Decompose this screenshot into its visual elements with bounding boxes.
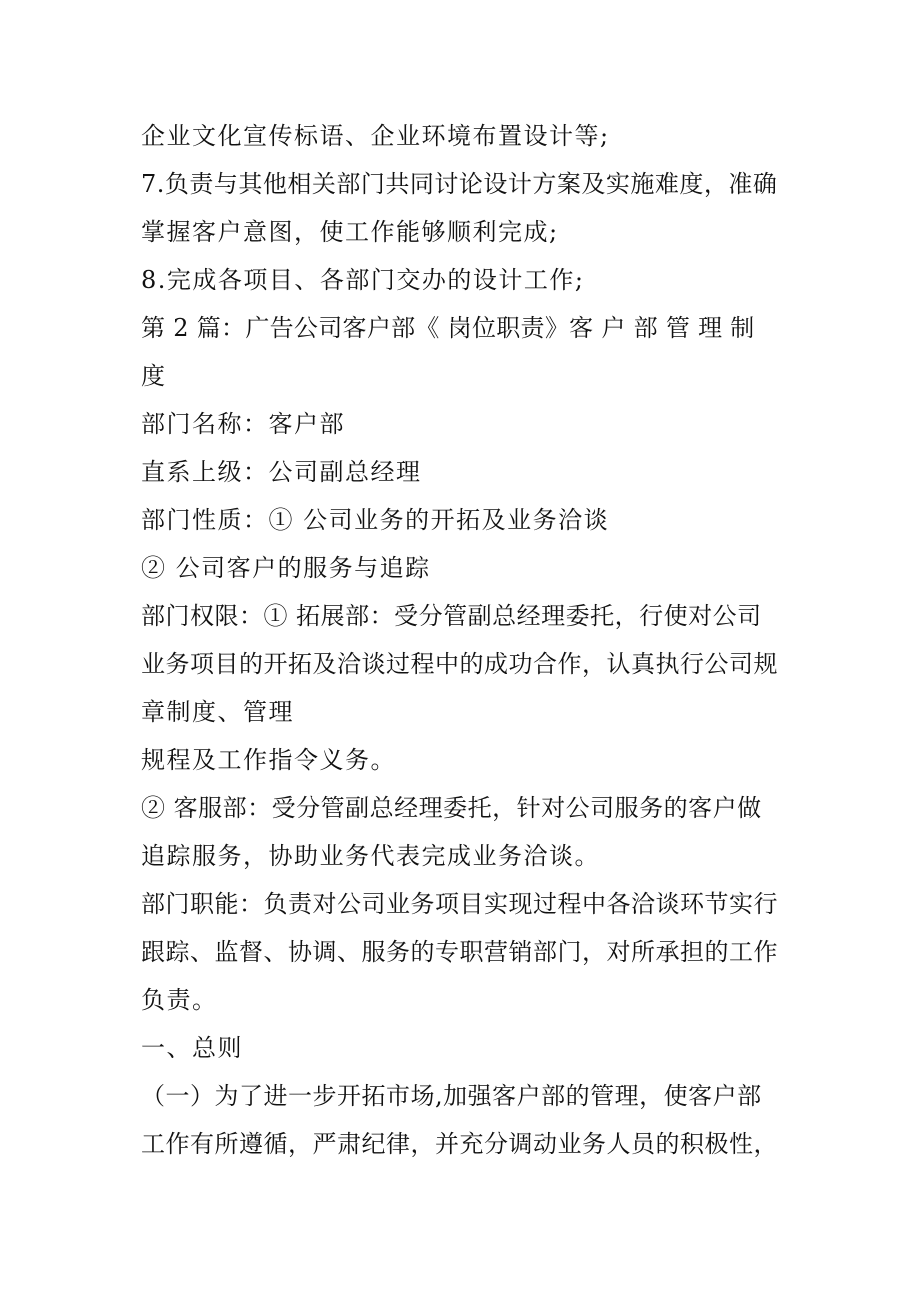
text-line-15: ② 客服部：受分管副总经理委托，针对公司服务的客户做	[141, 794, 762, 822]
section-heading: 第 2 篇：广告公司客户部《 岗位职责》客 户 部 管 理 制	[141, 314, 755, 342]
text-line-19: 负责。	[141, 986, 218, 1014]
text-line-3: 掌握客户意图，使工作能够顺利完成;	[141, 218, 559, 246]
text-line-1: 企业文化宣传标语、企业环境布置设计等;	[141, 122, 610, 150]
text-line-11: 部门权限：① 拓展部：受分管副总经理委托，行使对公司	[141, 602, 762, 630]
text-line-21: （一）为了进一步开拓市场,加强客户部的管理，使客户部	[141, 1082, 762, 1110]
text-line-14: 规程及工作指令义务。	[141, 746, 396, 774]
text-line-18: 跟踪、监督、协调、服务的专职营销部门，对所承担的工作	[141, 938, 778, 966]
document-body	[141, 112, 791, 1168]
text-line-16: 追踪服务，协助业务代表完成业务洽谈。	[141, 842, 600, 870]
text-line-2: 7.负责与其他相关部门共同讨论设计方案及实施难度，准确	[141, 170, 778, 198]
text-line-12: 业务项目的开拓及洽谈过程中的成功合作，认真执行公司规	[141, 650, 778, 678]
text-line-13: 章制度、管理	[141, 698, 294, 726]
text-line-10: ② 公司客户的服务与追踪	[141, 554, 431, 582]
text-line-7: 部门名称：客户部	[141, 410, 345, 438]
text-line-20: 一、总则	[141, 1034, 243, 1062]
text-line-9: 部门性质：① 公司业务的开拓及业务洽谈	[141, 506, 610, 534]
text-line-6: 度	[141, 362, 167, 390]
text-line-8: 直系上级：公司副总经理	[141, 458, 422, 486]
text-line-22: 工作有所遵循，严肃纪律，并充分调动业务人员的积极性，	[141, 1130, 778, 1158]
text-line-17: 部门职能：负责对公司业务项目实现过程中各洽谈环节实行	[141, 890, 778, 918]
text-line-4: 8.完成各项目、各部门交办的设计工作;	[141, 266, 585, 294]
